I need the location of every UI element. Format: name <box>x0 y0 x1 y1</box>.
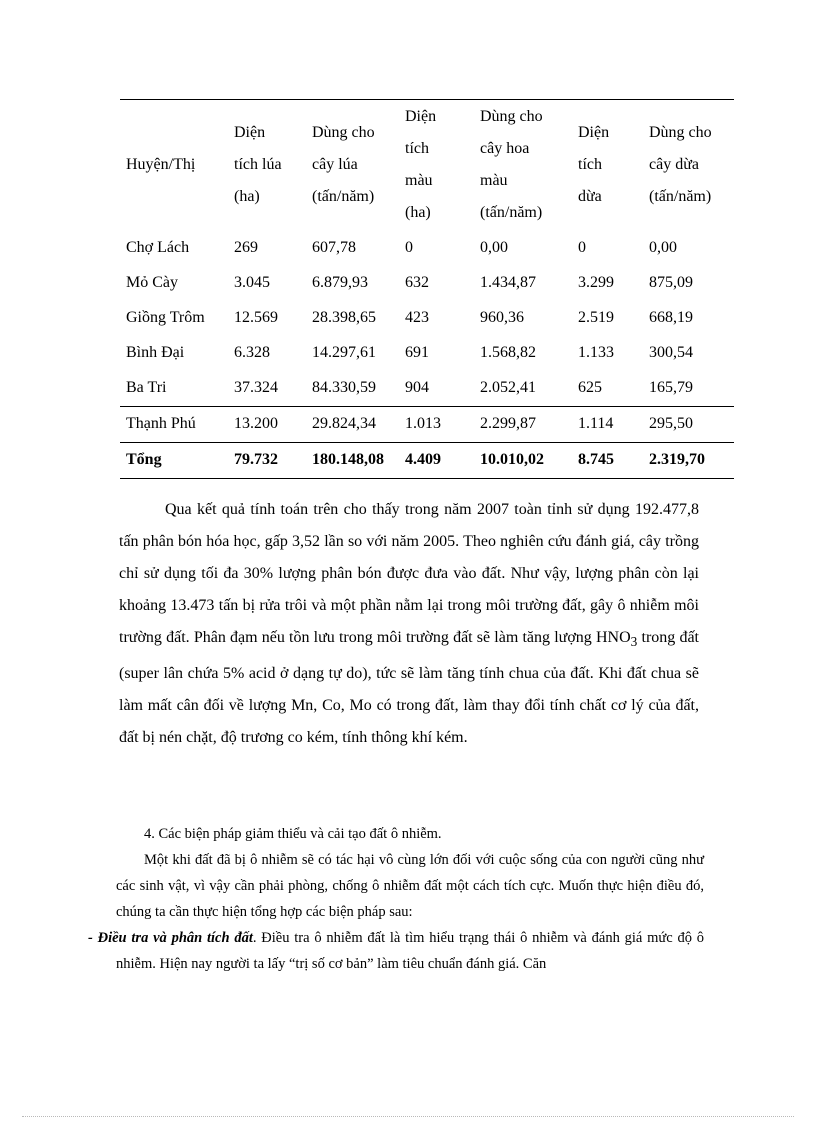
cell: Bình Đại <box>126 344 185 361</box>
cell: 423 <box>405 309 429 326</box>
cell: 0 <box>405 239 413 256</box>
table-total-row <box>120 442 734 478</box>
table-header-row <box>120 100 734 231</box>
cell: Ba Tri <box>126 379 167 396</box>
cell: 14.297,61 <box>312 344 376 361</box>
total-cell: 2.319,70 <box>643 442 734 478</box>
cell: Mỏ Cày <box>126 274 178 291</box>
header-rice-area: Diện tích lúa (ha) <box>234 124 282 206</box>
cell: 960,36 <box>480 309 524 326</box>
cell: Chợ Lách <box>126 239 190 256</box>
section-4-body <box>88 847 704 977</box>
total-cell: 79.732 <box>228 442 306 478</box>
cell: 875,09 <box>649 274 693 291</box>
section-4-heading: 4. Các biện pháp giảm thiểu và cải tạo đất ô nhiễm. <box>144 826 442 842</box>
analysis-paragraph: Qua kết quả tính toán trên cho thấy trong năm 2007 toàn tỉnh sử dụng 192.477,8 tấn phân bón hóa học, gấp 3,52 lần so với năm 2005. Theo nghiên cứu đánh giá, cây trồng chỉ sử dụng tối đa 30% lượng phân bón được đưa vào đất. Như vậy, lượng phân còn lại khoảng 13.473 tấn bị rửa trôi và một phần nằm lại trong môi trường đất, gây ô nhiễm môi trường đất. Phân đạm nếu tồn lưu trong môi trường đất sẽ làm tăng lượng $HNO_3$ trong đất (super lân chứa 5% acid ở dạng tự do), tức sẽ làm tăng tính chua của đất. Khi đất chua sẽ làm mất cân đối về lượng Mn, Co, Mo có trong đất, làm thay đổi tính chất cơ lý của đất, đất bị nén chặt, độ trương co kém, tính thông khí kém. <box>119 501 699 747</box>
cell: 625 <box>578 379 602 396</box>
bullet-lead: - Điều tra và phân tích đất <box>88 930 253 946</box>
cell: 691 <box>405 344 429 361</box>
cell: 607,78 <box>312 239 356 256</box>
table-row <box>120 406 734 442</box>
total-cell: 4.409 <box>399 442 474 478</box>
cell: 29.824,34 <box>306 406 399 442</box>
table-row <box>120 231 734 266</box>
total-cell: 180.148,08 <box>306 442 399 478</box>
table-row <box>120 336 734 371</box>
total-cell: 8.745 <box>572 442 643 478</box>
cell: 2.299,87 <box>474 406 572 442</box>
fertilizer-usage-table <box>120 99 734 479</box>
cell: Thạnh Phú <box>120 406 228 442</box>
header-coconut-area: Diện tích dừa <box>578 124 610 206</box>
cell: 0 <box>578 239 586 256</box>
cell: 2.519 <box>578 309 614 326</box>
cell: 6.328 <box>234 344 270 361</box>
cell: 269 <box>234 239 258 256</box>
cell: 1.568,82 <box>480 344 536 361</box>
header-coconut-fertilizer: Dùng cho cây dừa (tấn/năm) <box>649 124 712 206</box>
cell: 13.200 <box>228 406 306 442</box>
cell: 668,19 <box>649 309 693 326</box>
cell: 295,50 <box>643 406 734 442</box>
cell: 37.324 <box>234 379 278 396</box>
section-4-intro: Một khi đất đã bị ô nhiễm sẽ có tác hại vô cùng lớn đối với cuộc sống của con người cũng như các sinh vật, vì vậy cần phải phòng, chống ô nhiễm đất một cách tích cực. Muốn thực hiện điều đó, chúng ta cần thực hiện tổng hợp các biện pháp sau: <box>116 852 704 920</box>
cell: 84.330,59 <box>312 379 376 396</box>
cell: 1.434,87 <box>480 274 536 291</box>
cell: 300,54 <box>649 344 693 361</box>
total-cell: Tổng <box>120 442 228 478</box>
header-district: Huyện/Thị <box>126 156 196 174</box>
header-rice-fertilizer: Dùng cho cây lúa (tấn/năm) <box>312 124 375 206</box>
table-row <box>120 266 734 301</box>
cell: 0,00 <box>480 239 508 256</box>
cell: 28.398,65 <box>312 309 376 326</box>
page-bottom-divider <box>22 1116 794 1117</box>
fertilizer-table-container <box>120 99 734 479</box>
cell: 3.045 <box>234 274 270 291</box>
cell: 12.569 <box>234 309 278 326</box>
header-crop-area: Diện tích màu (ha) <box>405 108 437 222</box>
cell: 165,79 <box>649 379 693 396</box>
cell: Giồng Trôm <box>126 309 205 326</box>
cell: 1.114 <box>572 406 643 442</box>
subscript-3: 3 <box>630 634 638 650</box>
cell: 6.879,93 <box>312 274 368 291</box>
table-row <box>120 301 734 336</box>
total-cell: 10.010,02 <box>474 442 572 478</box>
cell: 0,00 <box>649 239 677 256</box>
table-row <box>120 371 734 407</box>
cell: 1.133 <box>578 344 614 361</box>
cell: 632 <box>405 274 429 291</box>
bullet-text: . Điều tra ô nhiễm đất là tìm hiểu trạng thái ô nhiễm và đánh giá mức độ ô nhiễm. Hiện nay người ta lấy “trị số cơ bản” làm tiêu chuẩn đánh giá. Căn <box>116 930 704 972</box>
cell: 1.013 <box>399 406 474 442</box>
cell: 3.299 <box>578 274 614 291</box>
cell: 904 <box>405 379 429 396</box>
header-crop-fertilizer: Dùng cho cây hoa màu (tấn/năm) <box>480 108 543 222</box>
cell: 2.052,41 <box>480 379 536 396</box>
